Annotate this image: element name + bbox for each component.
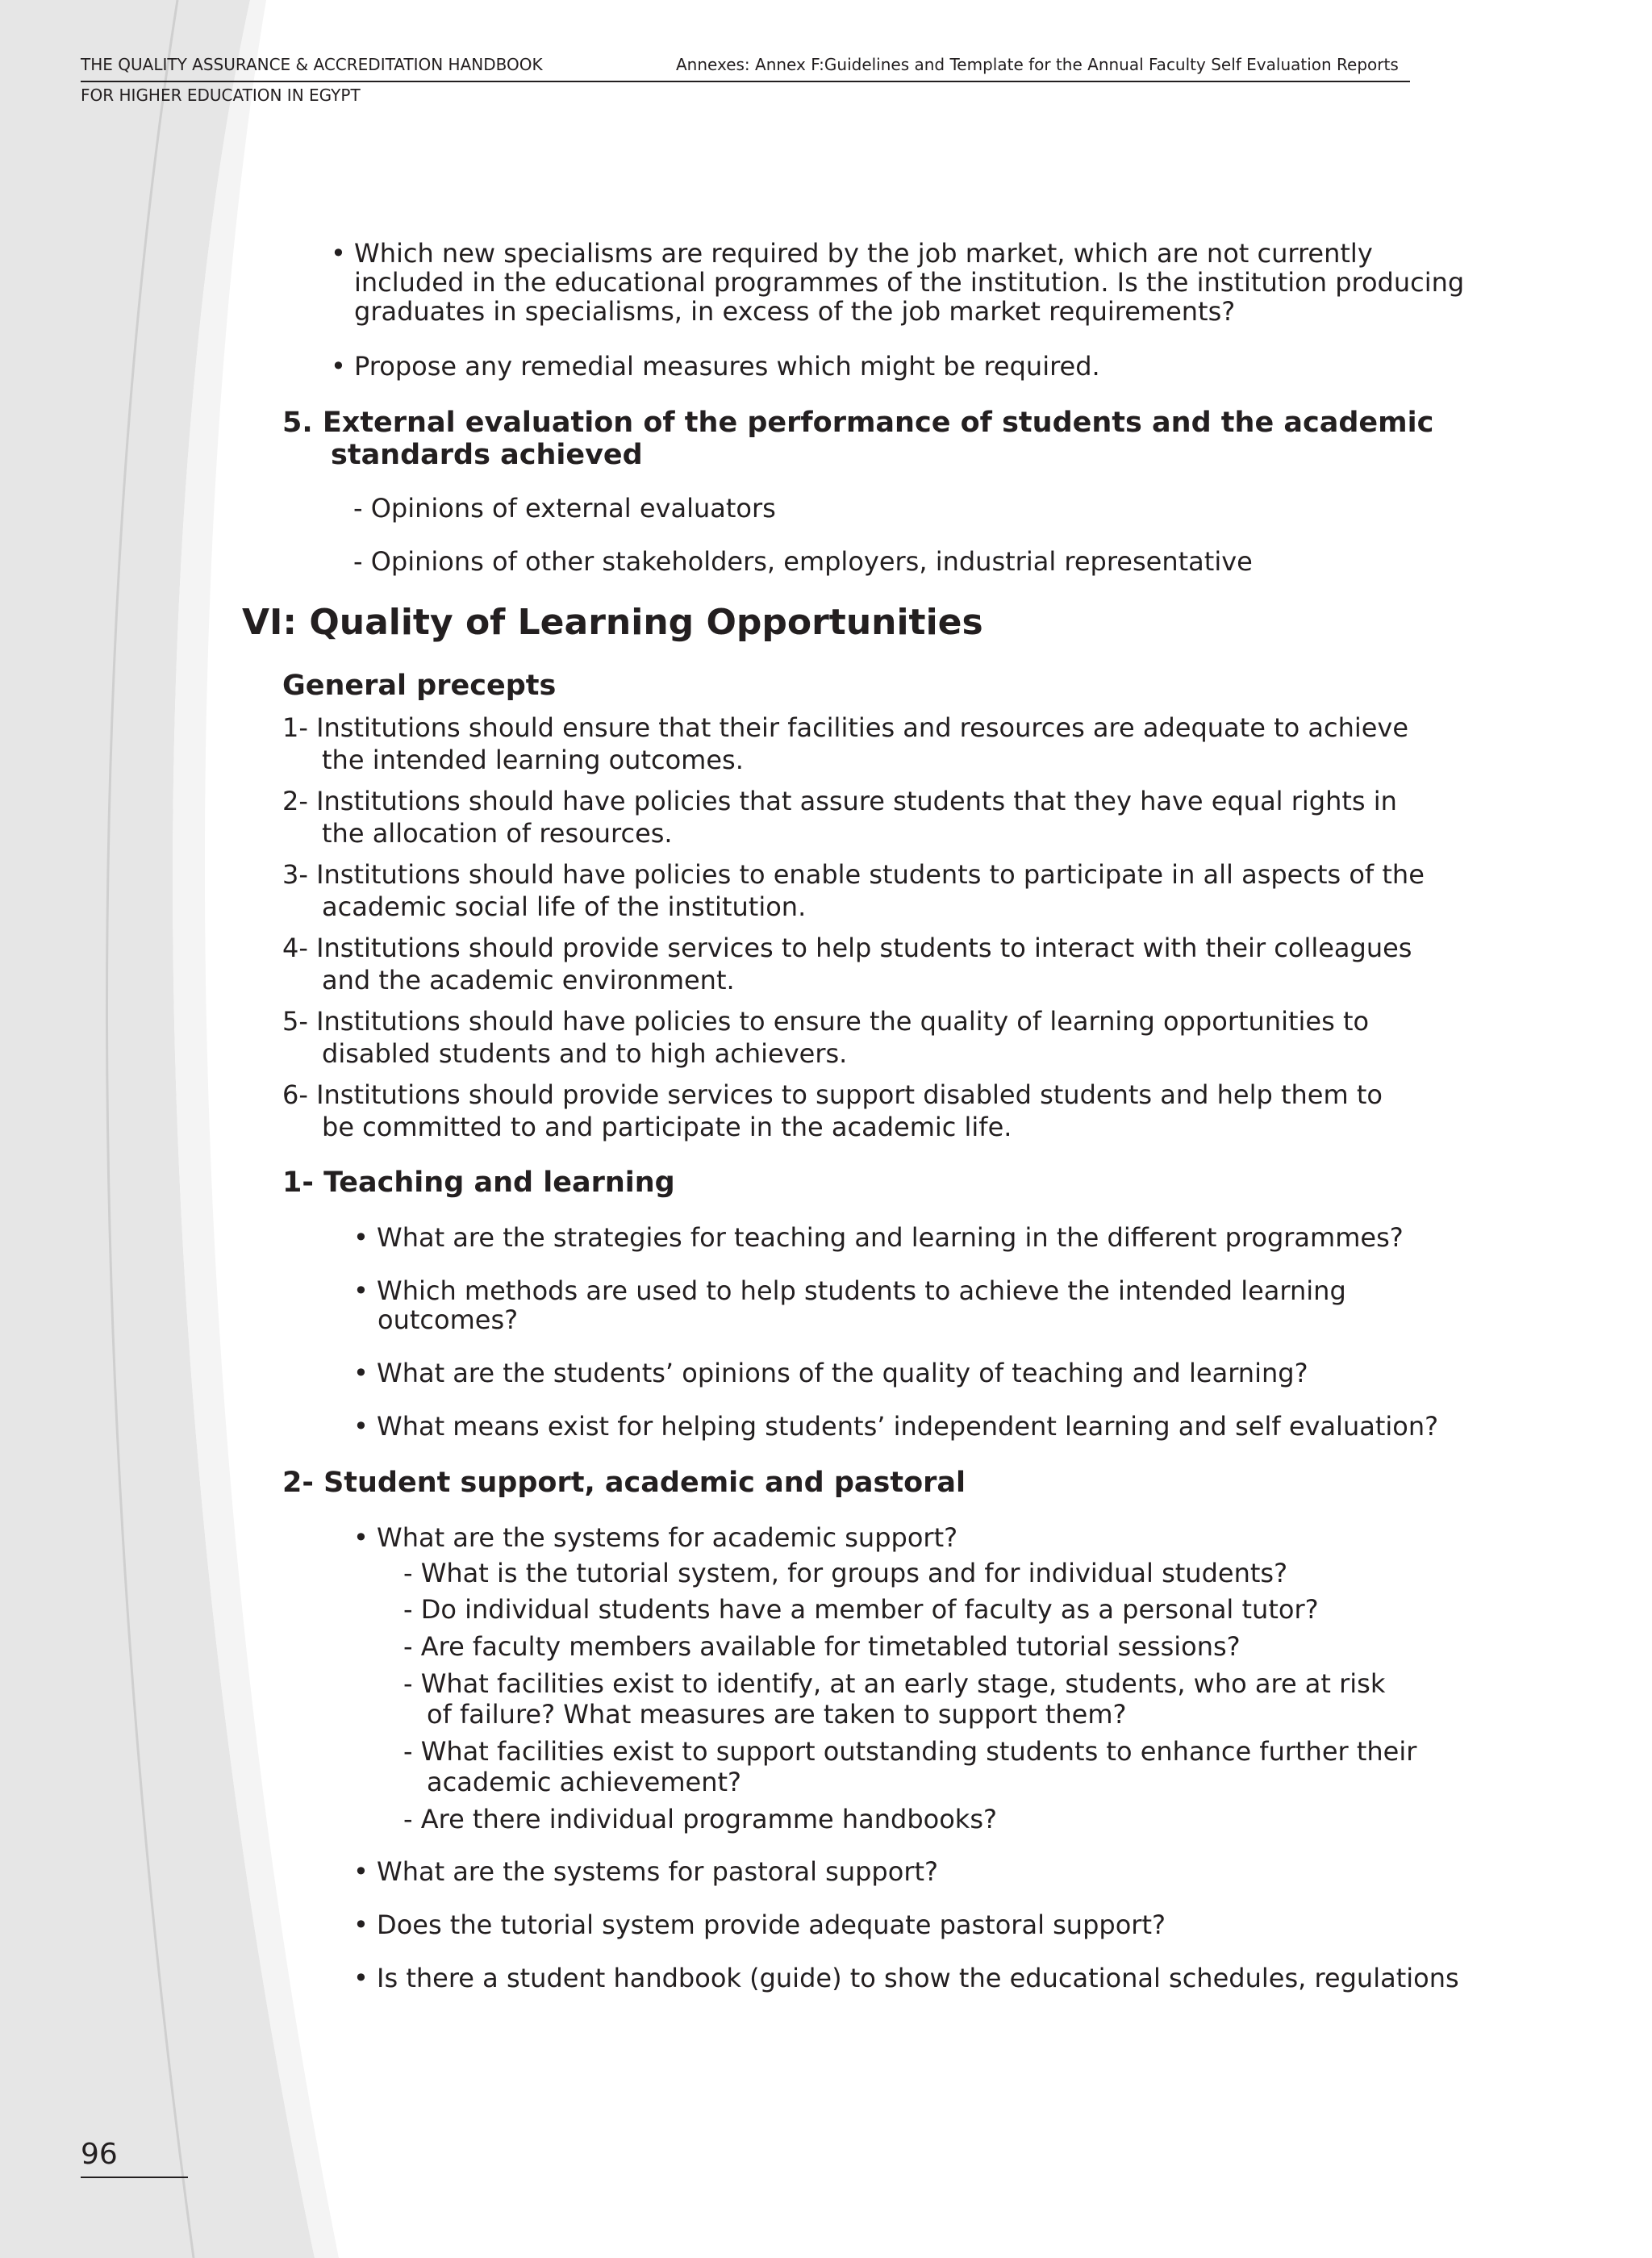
precept-line: 5- Institutions should have policies to ensure the quality of learning opportunities to xyxy=(282,1006,1370,1037)
sub-list-item: - Do individual students have a member of faculty as a personal tutor? xyxy=(403,1594,1319,1625)
page-number: 96 xyxy=(81,2138,118,2171)
student-support-heading: 2- Student support, academic and pastoral xyxy=(282,1467,966,1499)
section-vi-heading: VI: Quality of Learning Opportunities xyxy=(242,602,983,643)
list-item: • What are the systems for academic support? xyxy=(353,1522,958,1553)
list-item: - Opinions of external evaluators xyxy=(353,493,776,524)
precept-line: 3- Institutions should have policies to enable students to participate in all aspects of the xyxy=(282,859,1425,890)
section5-heading-line1: 5. External evaluation of the performance of students and the academic xyxy=(282,407,1434,439)
general-precepts-heading: General precepts xyxy=(282,670,557,702)
list-item: • Is there a student handbook (guide) to show the educational schedules, regulations xyxy=(353,1963,1459,1993)
header-subtitle: FOR HIGHER EDUCATION IN EGYPT xyxy=(81,86,361,105)
bullet-job-market-line1: • Which new specialisms are required by the job market, which are not currently xyxy=(331,238,1373,269)
bullet-remedial-measures: • Propose any remedial measures which might be required. xyxy=(331,351,1100,382)
list-item: • Which methods are used to help students to achieve the intended learning xyxy=(353,1275,1346,1306)
list-item: • Does the tutorial system provide adequate pastoral support? xyxy=(353,1909,1166,1940)
precept-line: disabled students and to high achievers. xyxy=(322,1038,848,1069)
page-number-rule xyxy=(81,2177,188,2178)
bullet-job-market-line3: graduates in specialisms, in excess of the job market requirements? xyxy=(354,296,1236,327)
precept-line: and the academic environment. xyxy=(322,965,735,995)
precept-line: 6- Institutions should provide services to support disabled students and help them to xyxy=(282,1079,1383,1110)
section5-heading-line2: standards achieved xyxy=(331,439,643,471)
list-item: outcomes? xyxy=(378,1304,519,1335)
precept-line: 2- Institutions should have policies that assure students that they have equal rights in xyxy=(282,786,1397,816)
precept-line: 1- Institutions should ensure that their facilities and resources are adequate to achieve xyxy=(282,712,1409,743)
list-item: • What are the systems for pastoral support? xyxy=(353,1856,938,1887)
header-rule xyxy=(81,81,1410,82)
sub-list-item: of failure? What measures are taken to support them? xyxy=(427,1699,1127,1730)
precept-line: 4- Institutions should provide services to help students to interact with their colleagues xyxy=(282,933,1412,963)
teaching-learning-heading: 1- Teaching and learning xyxy=(282,1167,675,1199)
sub-list-item: - What facilities exist to identify, at an early stage, students, who are at risk xyxy=(403,1668,1386,1699)
list-item: • What are the students’ opinions of the quality of teaching and learning? xyxy=(353,1358,1308,1388)
list-item: - Opinions of other stakeholders, employers, industrial representative xyxy=(353,546,1253,577)
bullet-job-market-line2: included in the educational programmes of the institution. Is the institution producing xyxy=(354,267,1465,298)
sub-list-item: - What is the tutorial system, for groups and for individual students? xyxy=(403,1558,1288,1588)
header-annex-title: Annexes: Annex F:Guidelines and Template for the Annual Faculty Self Evaluation Reports xyxy=(676,55,1399,74)
precept-line: academic social life of the institution. xyxy=(322,891,807,922)
precept-line: be committed to and participate in the academic life. xyxy=(322,1112,1012,1142)
precept-line: the allocation of resources. xyxy=(322,818,673,849)
header-title: THE QUALITY ASSURANCE & ACCREDITATION HANDBOOK xyxy=(81,55,543,74)
sub-list-item: academic achievement? xyxy=(427,1767,741,1797)
sub-list-item: - Are there individual programme handbooks? xyxy=(403,1804,997,1834)
precept-line: the intended learning outcomes. xyxy=(322,745,744,775)
sub-list-item: - Are faculty members available for timetabled tutorial sessions? xyxy=(403,1631,1241,1662)
list-item: • What means exist for helping students’ independent learning and self evaluation? xyxy=(353,1411,1439,1442)
list-item: • What are the strategies for teaching and learning in the different programmes? xyxy=(353,1222,1404,1253)
sub-list-item: - What facilities exist to support outstanding students to enhance further their xyxy=(403,1736,1417,1767)
